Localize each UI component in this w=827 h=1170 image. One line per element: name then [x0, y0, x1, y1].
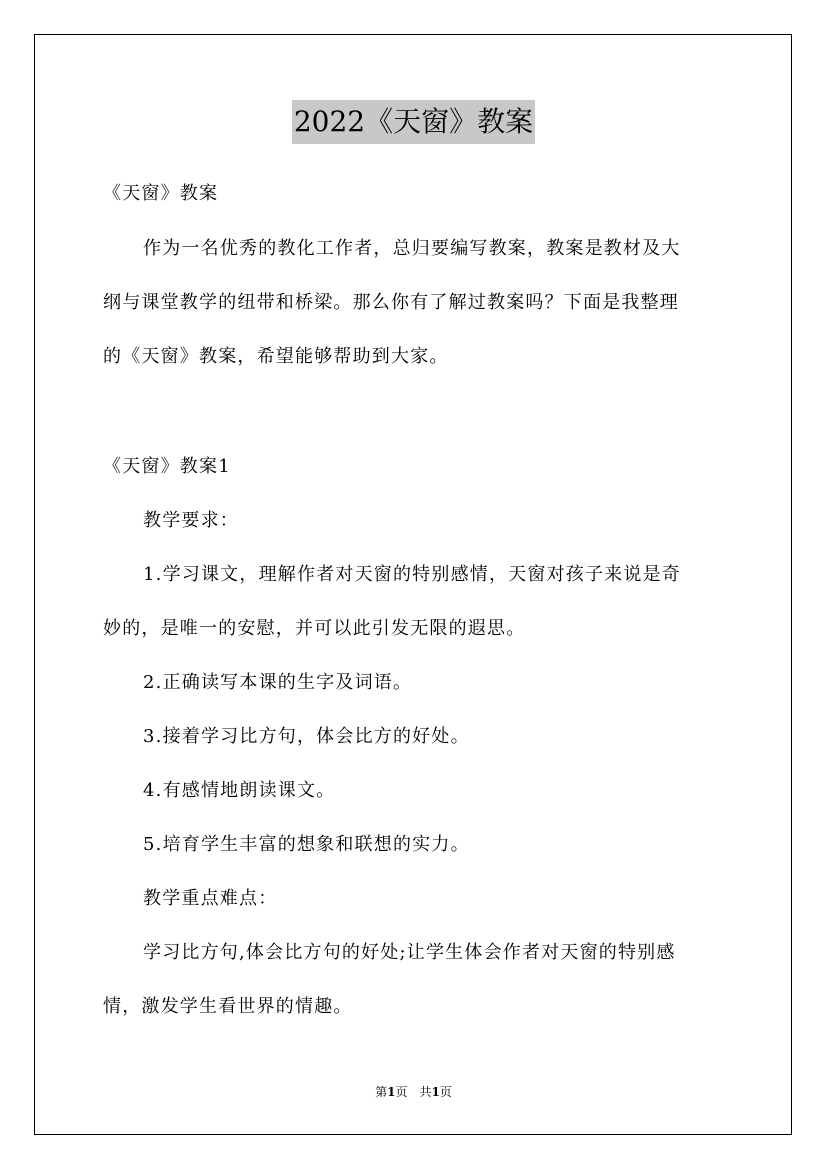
footer-page-suffix: 页	[439, 1085, 452, 1099]
requirement-1-line-1: 1.学习课文，理解作者对天窗的特别感情，天窗对孩子来说是奇	[143, 564, 681, 585]
key-points-line-2: 情，激发学生看世界的情趣。	[103, 996, 353, 1017]
requirement-2: 2.正确读写本课的生字及词语。	[143, 672, 413, 693]
requirement-4: 4.有感情地朗读课文。	[143, 780, 336, 801]
key-points-line-1: 学习比方句,体会比方句的好处;让学生体会作者对天窗的特别感	[143, 942, 676, 963]
requirement-5: 5.培育学生丰富的想象和联想的实力。	[143, 834, 470, 855]
intro-line-2: 纲与课堂教学的纽带和桥梁。那么你有了解过教案吗？下面是我整理	[103, 292, 679, 313]
footer-page-mid: 页 共	[395, 1085, 432, 1099]
requirements-label: 教学要求：	[143, 510, 239, 531]
footer-page-number: 1	[387, 1085, 396, 1099]
requirement-1-line-2: 妙的，是唯一的安慰，并可以此引发无限的遐思。	[103, 618, 526, 639]
requirement-3: 3.接着学习比方句，体会比方的好处。	[143, 726, 470, 747]
footer-page-prefix: 第	[375, 1085, 388, 1099]
document-title: 2022《天窗》教案	[292, 100, 535, 144]
intro-line-1: 作为一名优秀的教化工作者，总归要编写教案，教案是教材及大	[143, 238, 681, 259]
key-points-label: 教学重点难点：	[143, 888, 278, 909]
section-heading-1: 《天窗》教案1	[103, 456, 231, 477]
title-wrap	[0, 100, 827, 144]
page-footer	[0, 1083, 827, 1101]
intro-line-3: 的《天窗》教案，希望能够帮助到大家。	[103, 346, 449, 367]
intro-heading: 《天窗》教案	[103, 183, 219, 204]
footer-page-total: 1	[431, 1085, 440, 1099]
